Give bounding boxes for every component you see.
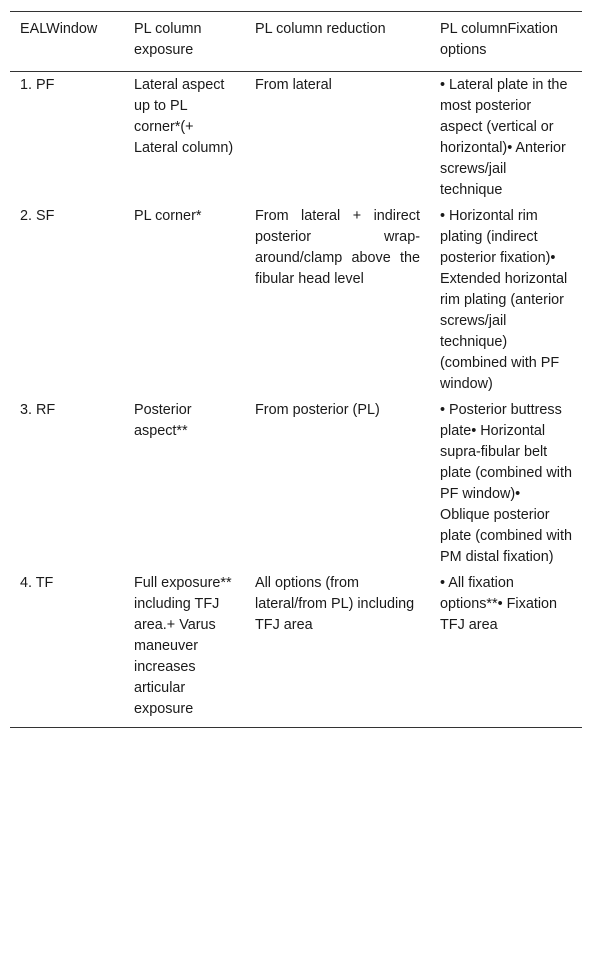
cell-fixation: • Lateral plate in the most posterior aspect (vertical or horizontal)• Anterior screws/jail technique	[440, 77, 568, 198]
cell-window: 4. TF	[10, 570, 124, 728]
cell-exposure: Posterior aspect**	[134, 402, 192, 439]
cell-reduction: From posterior (PL)	[255, 402, 380, 418]
header-window: EALWindow	[10, 12, 124, 72]
table-row	[10, 397, 582, 570]
cell-exposure: Lateral aspect up to PL corner*(+ Lateral column)	[134, 77, 234, 156]
cell-fixation: • Horizontal rim plating (indirect posterior fixation)• Extended horizontal rim plating (anterior screws/jail technique) (combined with PF window)	[440, 208, 568, 392]
cell-window: 1. PF	[20, 77, 55, 93]
table-container	[10, 11, 582, 728]
cell-reduction: All options (from lateral/from PL) including TFJ area	[245, 570, 430, 728]
cell-window: 2. SF	[20, 208, 55, 224]
cell-reduction: From lateral + indirect posterior wrap-around/clamp above the fibular head level	[255, 208, 420, 287]
fixation-options-table	[10, 11, 582, 728]
header-fixation: PL columnFixation options	[430, 12, 582, 72]
cell-exposure: Full exposure** including TFJ area.+ Varus maneuver increases articular exposure	[124, 570, 245, 728]
cell-fixation: • Posterior buttress plate• Horizontal supra-fibular belt plate (combined with PF window)• Oblique posterior plate (combined with PM distal fixation)	[440, 402, 572, 565]
table-row	[10, 72, 582, 204]
header-reduction: PL column reduction	[245, 12, 430, 72]
cell-window: 3. RF	[20, 402, 56, 418]
table-row	[10, 203, 582, 397]
cell-exposure: PL corner*	[134, 208, 202, 224]
table-header-row	[10, 12, 582, 72]
cell-fixation: • All fixation options**• Fixation TFJ area	[430, 570, 582, 728]
header-exposure: PL column exposure	[124, 12, 245, 72]
cell-reduction: From lateral	[255, 77, 332, 93]
table-row	[10, 570, 582, 728]
